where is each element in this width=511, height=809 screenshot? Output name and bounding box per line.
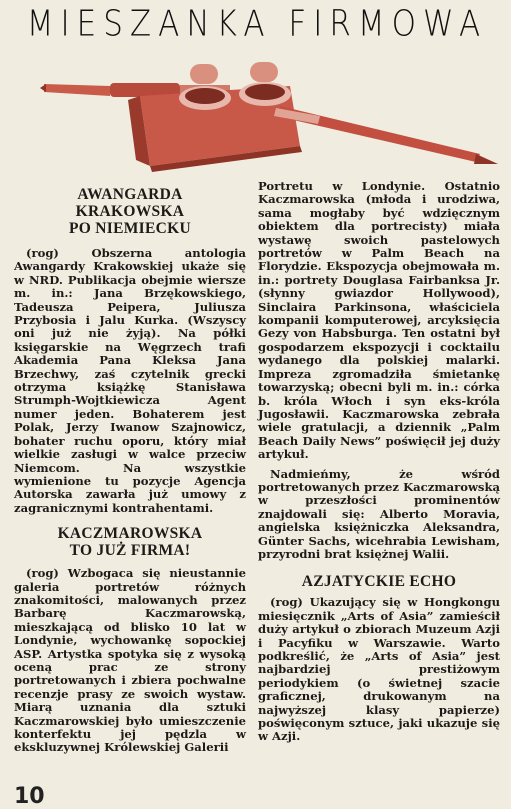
page-number: 10 xyxy=(14,784,45,809)
left-column xyxy=(14,180,246,755)
article2-headline xyxy=(14,525,246,559)
article1-headline-line1: AWANGARDA xyxy=(77,186,183,203)
article2-body-part3: Nadmieńmy, że wśród portretowanych przez Kaczmarowską w przeszłości prominentów znajdowali się: Alberto Moravia, angielska księżniczka Aleksandra, Günter Sachs, wicehrabia Lewisham, przyrodni brat księżnej Walii. xyxy=(258,466,500,561)
article1-headline-line3: PO NIEMIECKU xyxy=(68,220,191,237)
article2-body-part2: Portretu w Londynie. Ostatnio Kaczmarowska (młoda i urodziwa, sama mogłaby być wdzięcznym obiektem dla portrecisty) miała wystawę swoich pastelowych portretów w Palm Beach na Florydzie. Ekspozycja obejmowała m. in.: portrety Douglasa Fairbanksa Jr. (słynny gwiazdor Hollywood), Sinclaira Parkinsona, właściciela kompanii komputerowej, arcyksięcia Gezy von Habsburga. Ten ostatni był gospodarzem ekspozycji i cocktailu wydanego dla polskiej malarki. Impreza zgromadziła śmietankę towarzyską; obecni byli m. in.: córka b. króla Włoch i syn eks-króla Jugosławii. Kaczmarowska zebrała wiele gratulacji, a dziennik „Palm Beach Daily News” poświęcił jej duży artykuł. xyxy=(258,179,500,462)
second-pen-illustration xyxy=(274,106,498,164)
article2-headline-line1: KACZMAROWSKA xyxy=(57,525,203,543)
inkwell-illustration xyxy=(128,62,302,172)
pen-and-inkwell-icon xyxy=(40,56,500,176)
article2-body-part1: (rog) Wzbogaca się nieustannie galeria portretów różnych znakomitości, malowanych przez Barbarę Kaczmarowską, mieszkającą od blisko 10 lat w Londynie, wychowankę sopockiej ASP. Artystka spotyka się z wysoką oceną prac ze strony portretowanych i zbiera pochwalne recenzje prasy ze swoich wystaw. Miarą uznania dla sztuki Kaczmarowskiej było umieszczenie konterfektu jej pędzla w ekskluzywnej Królewskiej Galerii xyxy=(14,566,246,755)
article1-headline xyxy=(14,186,246,237)
section-masthead xyxy=(12,3,502,50)
article3-body: (rog) Ukazujący się w Hongkongu miesięcznik „Arts of Asia” zamieścił duży artykuł o zbiorach Muzeum Azji i Pacyfiku w Warszawie. Warto podkreślić, że „Arts of Asia” jest najbardziej prestiżowym periodykiem (o świetnej szacie graficznej, drukowanym na najwyższej klasy papierze) poświęconym sztuce, jaki ukazuje się w Azji. xyxy=(258,595,500,744)
article1-headline-line2: KRAKOWSKA xyxy=(75,203,185,220)
masthead-title: MIESZANKA FIRMOWA xyxy=(26,3,488,45)
article2-headline-line2: TO JUŻ FIRMA! xyxy=(69,542,191,560)
article3-headline: AZJATYCKIE ECHO xyxy=(301,573,457,591)
article1-body: (rog) Obszerna antologia Awangardy Krakowskiej ukaże się w NRD. Publikacja obejmie wiersze m. in.: Jana Brzękowskiego, Tadeusza Peipera, Juliusza Przybosia i Jalu Kurka. (Wszyscy oni już nie żyją). Na półki księgarskie na Węgrzech trafi Akademia Pana Kleksa Jana Brzechwy, zaś czytelnik grecki otrzyma książkę Stanisława Strumph-Wojtkiewicza Agent numer jeden. Bohaterem jest Polak, Jerzy Iwanow Szajnowicz, bohater ruchu oporu, który miał wielkie zasługi w walce przeciw Niemcom. Na wszystkie wymienione tu pozycje Agencja Autorska zawarła już umowy z zagranicznymi kontrahentami. xyxy=(14,246,246,515)
right-column xyxy=(258,180,500,744)
